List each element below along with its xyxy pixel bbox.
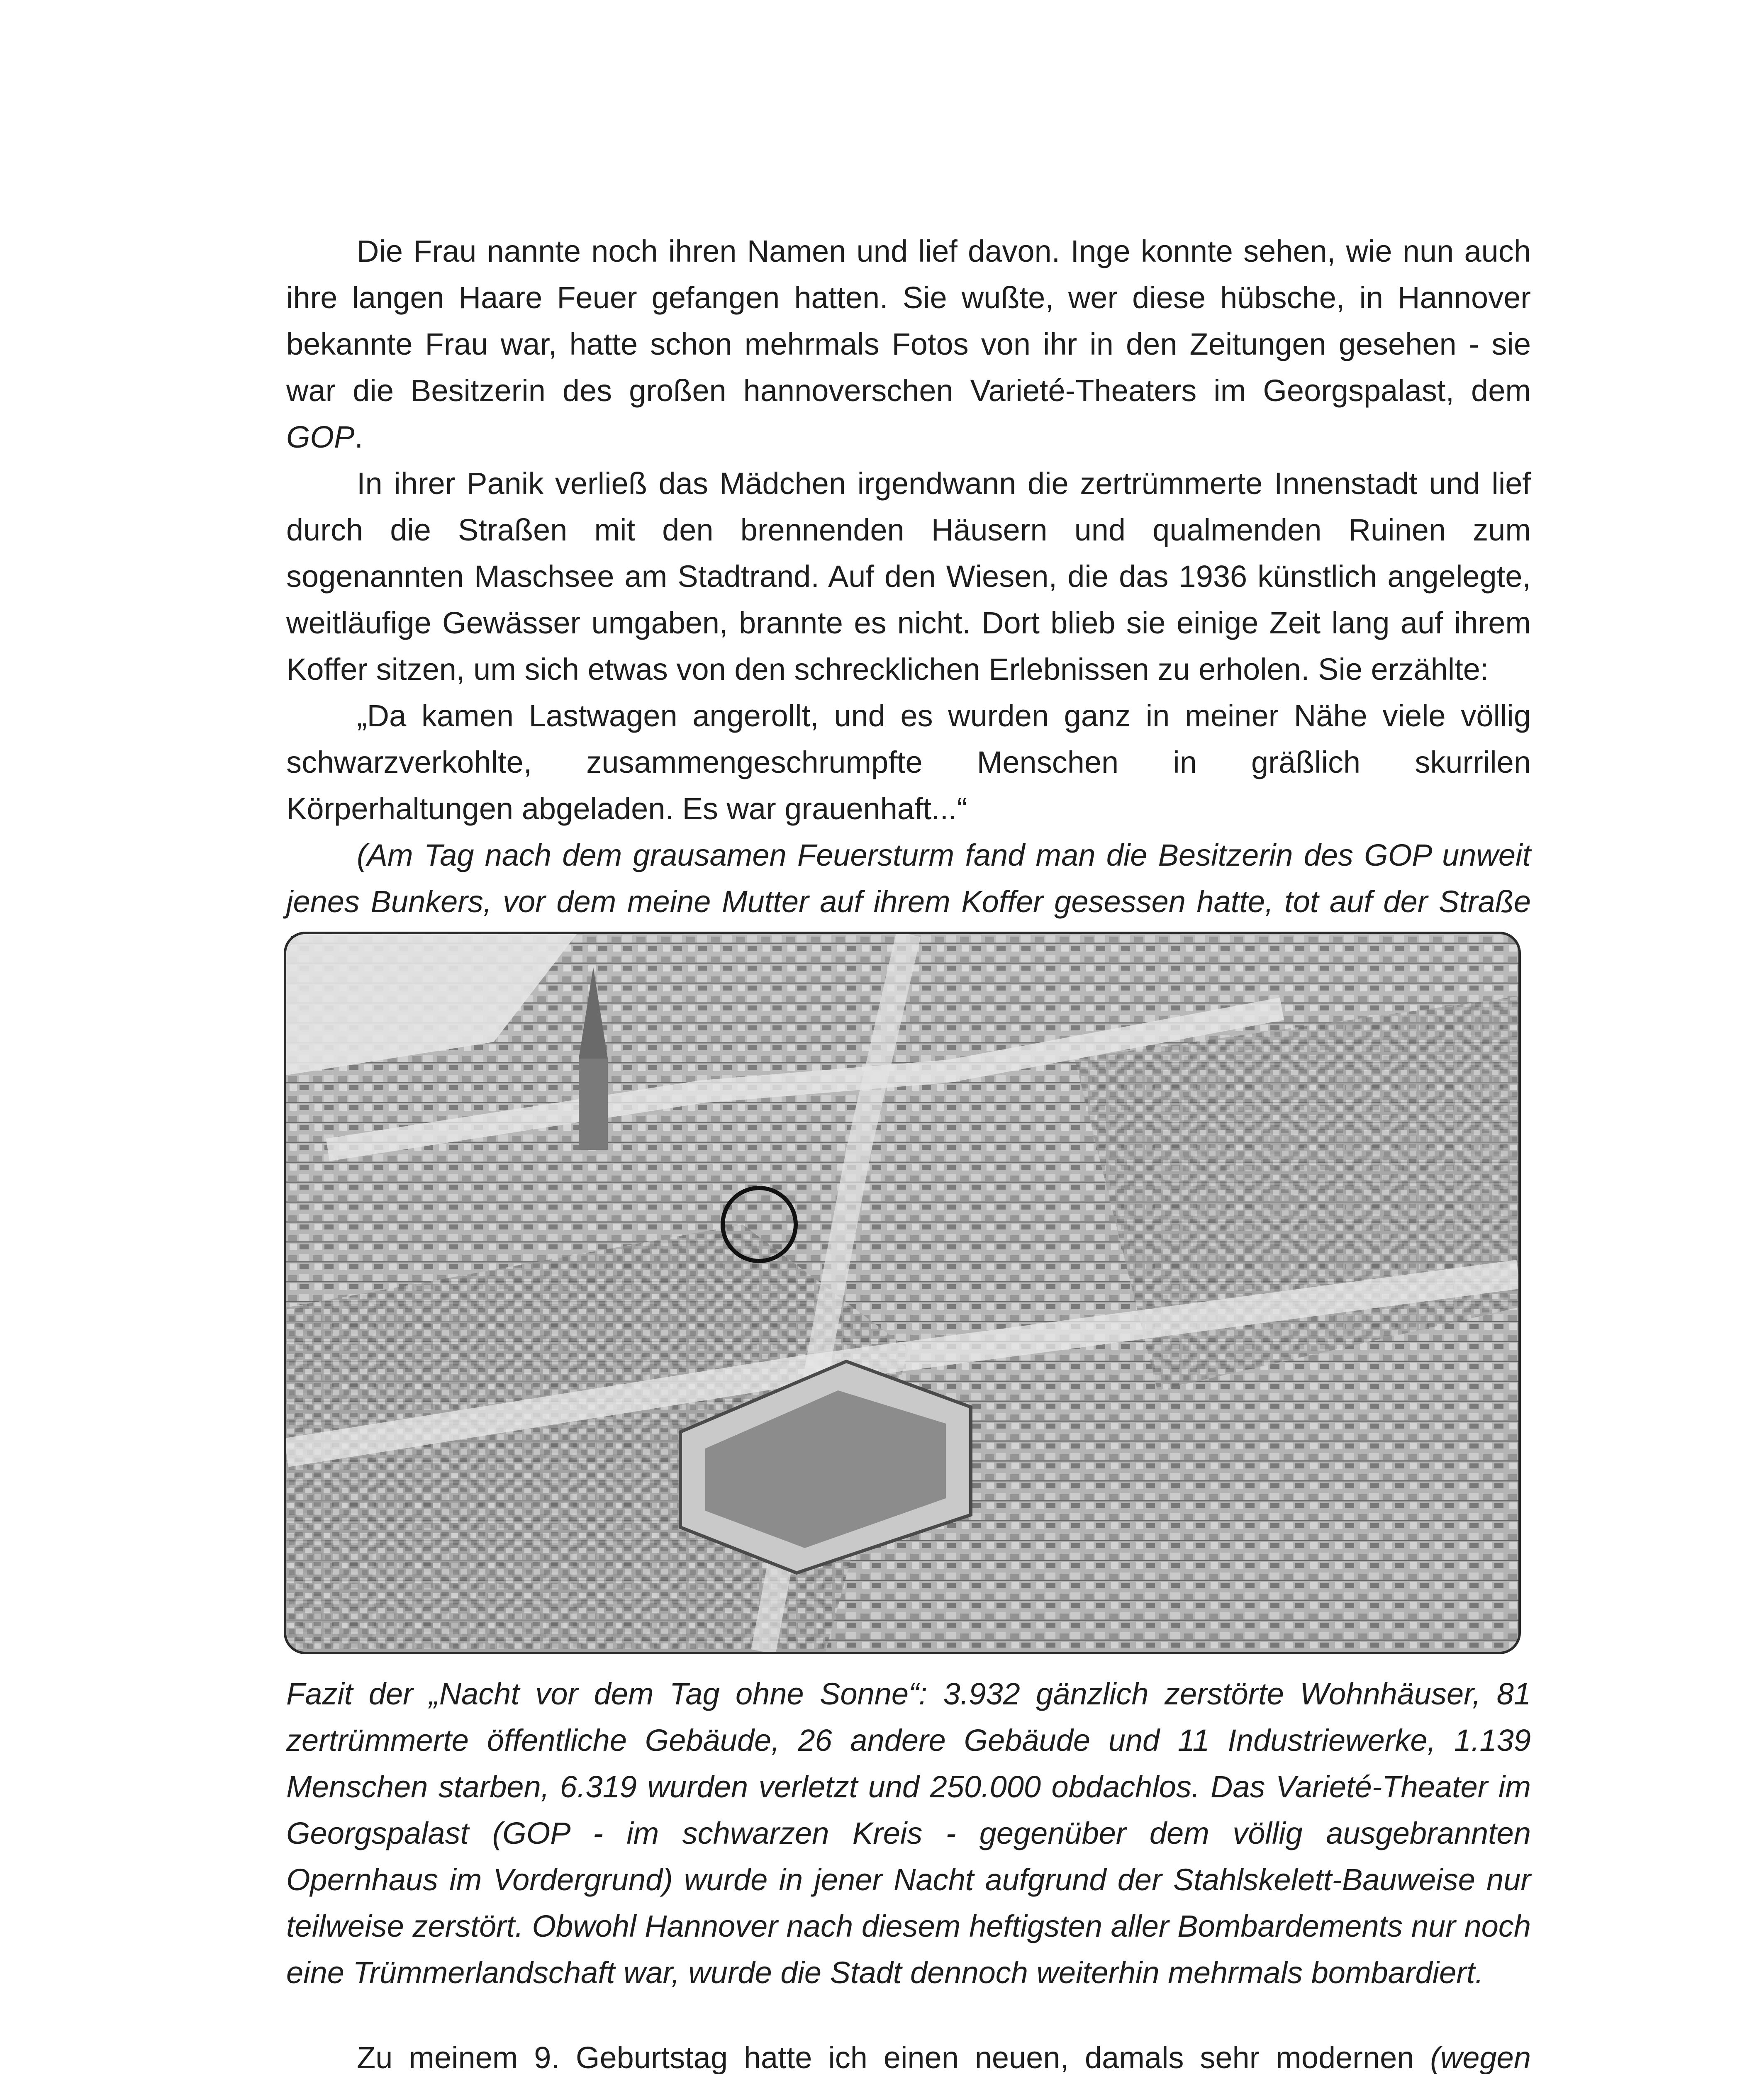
note-paragraph: (Am Tag nach dem grausamen Feuersturm fand man die Besitzerin des GOP unweit jenes Bunkers, vor dem meine Mutter auf ihrem Koffer gesessen hatte, tot auf der Straße bbox=[286, 838, 1531, 919]
body-text bbox=[286, 228, 1531, 971]
paragraph-1-end: . bbox=[354, 420, 363, 454]
paragraph-3 bbox=[286, 2035, 1531, 2074]
closing-text bbox=[286, 2035, 1531, 2074]
paragraph-1 bbox=[286, 228, 1531, 460]
city-ruins-photo bbox=[284, 932, 1521, 1654]
city-model-image bbox=[286, 934, 1518, 1652]
paragraph-2: In ihrer Panik verließ das Mädchen irgendwann die zertrümmerte Innenstadt und lief durch die Straßen mit den brennenden Häusern und qualmenden Ruinen zum sogenannten Maschsee am Stadtrand. Auf den Wiesen, die das 1936 künstlich angelegte, weitläufige Gewässer umgaben, brannte es nicht. Dort blieb sie einige Zeit lang auf ihrem Koffer sitzen, um sich etwas von den schrecklichen Erlebnissen zu erholen. Sie erzählte: bbox=[286, 466, 1531, 686]
paragraph-3-start: Zu meinem 9. Geburtstag hatte ich einen neuen, damals sehr modernen bbox=[357, 2040, 1414, 2074]
quote-paragraph: „Da kamen Lastwagen angerollt, und es wurden ganz in meiner Nähe viele völlig schwarzverkohlte, zusammengeschrumpfte Menschen in gräßlich skurrilen Körperhaltungen abgeladen. Es war grauenhaft...“ bbox=[286, 699, 1531, 826]
paragraph-3-italic: (wegen bbox=[1430, 2040, 1531, 2074]
figure-caption: Fazit der „Nacht vor dem Tag ohne Sonne“: 3.932 gänzlich zerstörte Wohnhäuser, 81 zertrümmerte öffentliche Gebäude, 26 andere Gebäude und 11 Industriewerke, 1.139 Menschen starben, 6.319 wurden verletzt und 250.000 obdachlos. Das Varieté-Theater im Georgspalast (GOP - im schwarzen Kreis - gegenüber dem völlig ausgebrannten Opernhaus im Vordergrund) wurde in jener Nacht aufgrund der Stahlskelett-Bauweise nur teilweise zerstört. Obwohl Hannover nach diesem heftigsten aller Bombardements nur noch eine Trümmerlandschaft war, wurde die Stadt dennoch weiterhin mehrmals bombardiert. bbox=[286, 1677, 1531, 1990]
gop-emphasis: GOP bbox=[286, 420, 355, 454]
paragraph-1-text: Die Frau nannte noch ihren Namen und lief davon. Inge konnte sehen, wie nun auch ihre langen Haare Feuer gefangen hatten. Sie wußte, wer diese hübsche, in Hannover bekannte Frau war, hatte schon mehrmals Fotos von ihr in den Zeitungen gesehen - sie war die Besitzerin des großen hannoverschen Varieté-Theaters im Georgspalast, dem bbox=[286, 234, 1531, 408]
